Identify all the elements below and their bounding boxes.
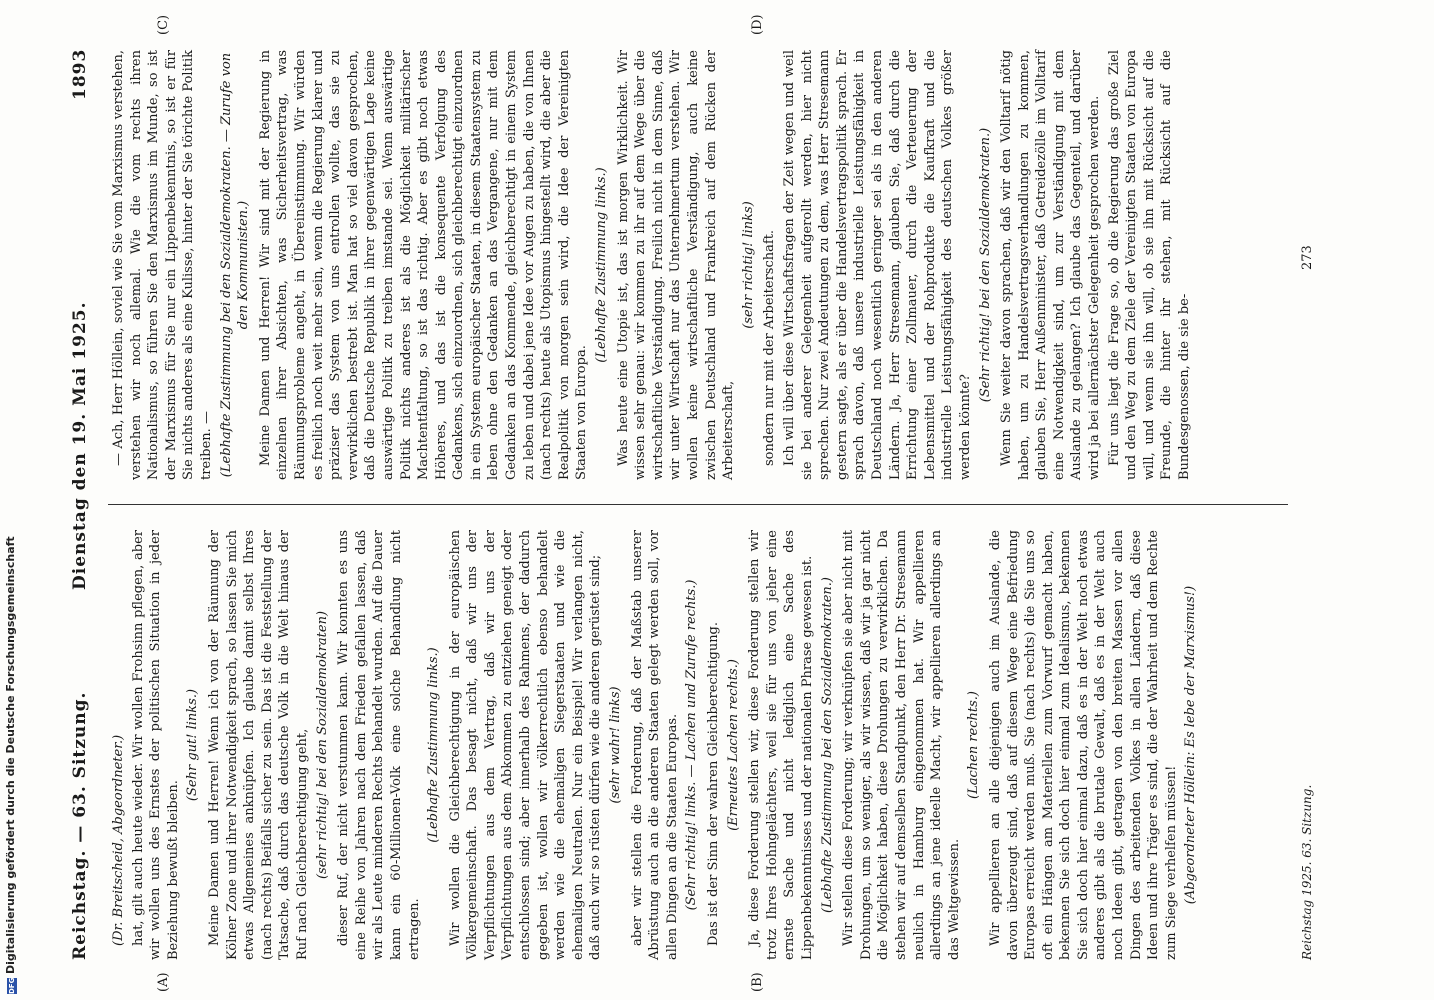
footer-left: Reichstag 1925. 63. Sitzung. xyxy=(1300,784,1314,960)
interjection: (Sehr richtig! bei den Sozialdemokraten.) xyxy=(977,127,993,403)
interjection: (Lachen rechts.) xyxy=(966,691,982,799)
interjection: (Lebhafte Zustimmung links.) xyxy=(426,647,442,843)
speaker-line: (Dr. Breitscheid, Abgeordneter.) xyxy=(111,734,126,946)
interjection: (Abgeordneter Höllein: Es lebe der Marxismus!) xyxy=(1183,585,1199,905)
footer-page-number: 273 xyxy=(1300,245,1315,270)
interjection: (Lebhafte Zustimmung bei den Sozialdemokraten. — Zurufe von den Kommunisten.) xyxy=(218,52,252,478)
paragraph: sondern nur mit der Arbeiterschaft. xyxy=(762,229,778,466)
page-header xyxy=(60,0,100,1000)
paragraph: Für uns liegt die Frage so, ob die Regierung das große Ziel und den Weg zu dem Ziele der Vereinigten Staaten von Europa will, und wenn sie ihn will, ob sie ihn mit Rücksicht auf die Freunde, die hinter ihr stehen, mit Rücksicht auf die Bundesgenossen, die sie be- xyxy=(1106,50,1193,480)
interjection: (sehr richtig! bei den Sozialdemokraten) xyxy=(314,610,330,880)
paragraph: Wenn Sie weiter davon sprachen, daß wir den Volltarif nötig haben, um zu Handelsvertragsverhandlungen zu kommen, glauben Sie, Herr Außenminister, daß Getreidezölle im Volltarif eine Notwendigkeit sind, um zur Verständigung mit dem Auslande zu gelangen? Ich glaube das Gegenteil, und darüber wird ja bei allernächster Gelegenheit gesprochen werden. xyxy=(999,50,1103,480)
digitization-credit-text: Digitalisierung gefördert durch die Deutsche Forschungsgemeinschaft xyxy=(4,536,17,974)
interjection: (sehr richtig! links) xyxy=(740,201,756,329)
paragraph: dieser Ruf, der nicht verstummen kann. Wir konnten es uns eine Reihe von Jahren nach dem Frieden gefallen lassen, daß wir als Leute minderen Rechts behandelt wurden. Auf die Dauer kann ein 60-Millionen-Volk eine solche Behandlung nicht ertragen. xyxy=(336,530,422,960)
paragraph: Wir appellieren an alle diejenigen auch im Auslande, die davon überzeugt sind, daß auf diesem Wege eine Befriedung Europas erreicht werden muß. Sie (nach rechts) die Sie uns so oft ein Hängen am Materiellen zum Vorwurf gemacht haben, bekennen Sie sich doch hier einmal zum Idealismus, bekennen Sie sich doch hier einmal dazu, daß es in der Welt noch etwas anderes gibt als die brutale Gewalt, daß es in der Welt auch noch Ideen gibt, getragen von den breiten Massen vor allen Dingen des arbeitenden Volkes in allen Ländern, daß diese Ideen und ihre Träger es sind, die der Wahrheit und dem Rechte zum Siege verhelfen müssen! xyxy=(987,530,1179,960)
right-column xyxy=(110,50,1196,480)
margin-letter-d: (D) xyxy=(750,14,765,35)
paragraph: — Ach, Herr Höllein, soviel wie Sie vom Marxismus verstehen, verstehen wir noch allemal. Wie die vom rechts ihren Nationalismus, so führen Sie den Marxismus im Munde, so ist der Marxismus für Sie nur ein Lippenbekenntnis, so ist er für Sie nichts anderes als eine Kulisse, hinter der Sie törichte Politik treiben. — xyxy=(111,50,214,480)
paragraph: Ja, diese Forderung stellen wir, diese Forderung stellen wir trotz Ihres Hohngelächters, weil sie für uns von jeher eine ernste Sache und nicht lediglich eine Sache des Lippenbekenntnisses und der nationalen Phrase gewesen ist. xyxy=(747,530,815,960)
digitization-credit xyxy=(4,14,26,994)
interjection: (sehr wahr! links) xyxy=(608,686,624,804)
header-page-number: 1893 xyxy=(70,48,90,100)
paragraph: Ich will über diese Wirtschaftsfragen der Zeit wegen und weil sie bei anderer Gelegenheit aufgerollt werden, hier nicht sprechen. Nur zwei Andeutungen zu dem, was Herr Stresemann gestern sagte, als er über die Handelsvertragspolitik sprach. Er sprach davon, daß unsere industrielle Leistungsfähigkeit in Deutschland noch wesentlich geringer sei als in den anderen Ländern. Ja, Herr Stresemann, glauben Sie, daß durch die Errichtung einer Zollmauer, durch die Verteuerung der Lebensmittel und der Rohprodukte die Kaufkraft und die industrielle Leistungsfähigkeit des deutschen Volkes größer werden könnte? xyxy=(781,50,973,480)
paragraph: Meine Damen und Herren! Wenn ich von der Räumung der Kölner Zone und ihrer Notwendigkeit sprach, so lassen Sie mich etwas Allgemeines anknüpfen. Ich glaube damit selbst Ihres (nach rechts) Beifalls sicher zu sein. Das ist die Feststellung der Tatsache, daß durch das deutsche Volk in die Welt hinaus der Ruf nach Gleichberechtigung geht, xyxy=(206,530,310,960)
paragraph: Wir wollen die Gleichberechtigung in der europäischen Völkergemeinschaft. Das besagt nicht, daß wir uns der Verpflichtungen aus dem Vertrag, daß wir uns der Verpflichtungen aus dem Abkommen zu entziehen geneigt oder entschlossen sind; aber innerhalb des Rahmens, der dadurch gegeben ist, wollen wir völkerrechtlich ebenso behandelt werden wie die ehemaligen Siegerstaaten und wie die ehemaligen Neutralen. Nur ein Beispiel! Wir verlangen nicht, daß auch wir so rüsten dürfen wie die anderen gerüstet sind; xyxy=(447,530,604,960)
paragraph: Wir stellen diese Forderung; wir verknüpfen sie aber nicht mit Drohungen, um so weniger, als wir wissen, daß wir ja gar nicht die Möglichkeit haben, diese Drohungen zu verwirklichen. Da stehen wir auf demselben Standpunkt, den Herr Dr. Stresemann neulich in Hamburg eingenommen hat. Wir appellieren allerdings an jene ideelle Macht, wir appellieren allerdings an das Weltgewissen. xyxy=(841,530,962,960)
paragraph: Meine Damen und Herren! Wir sind mit der Regierung in einzelnen ihrer Absichten, was Sicherheitsvertrag, was Räumungsprobleme angeht, in Übereinstimmung. Wir würden es freilich noch weit mehr sein, wenn die Regierung klarer und präziser das System von uns entrollen wollte, das sie zu verwirklichen bestrebt ist. Man hat so viel davon gesprochen, daß die Deutsche Republik in ihrer gegenwärtigen Lage keine auswärtige Politik zu treiben imstande sei. Wenn auswärtige Politik nichts anderes ist als die Möglichkeit militärischer Machtentfaltung, so ist das richtig. Aber es gibt noch etwas Höheres, und das ist die konsequente Verfolgung des Gedankens, sich einzuordnen, sich gleichberechtigt einzuordnen in ein System europäischer Staaten, in diesem Staatensystem zu leben ohne den Gedanken an das Vergangene, nur mit dem Gedanken an das Kommende, gleichberechtigt in einem System zu leben und dabei jene Idee vor Augen zu haben, die von Ihnen (nach rechts) heute als Utopismus hingestellt wird, die aber die Realpolitik von morgen sein wird, die Idee der Vereinigten Staaten von Europa. xyxy=(257,50,590,480)
column-divider xyxy=(108,504,1288,505)
interjection: (Erneutes Lachen rechts.) xyxy=(725,659,741,831)
paragraph: aber wir stellen die Forderung, daß der Maßstab unserer Abrüstung auch an die anderen Staaten gelegt werden soll, vor allen Dingen an die Staaten Europas. xyxy=(629,530,680,960)
paragraph: Das ist der Sinn der wahren Gleichberechtigung. xyxy=(706,621,721,946)
interjection: (Sehr gut! links.) xyxy=(185,688,201,802)
header-center: Dienstag den 19. Mai 1925. xyxy=(70,301,90,590)
margin-letter-b: (B) xyxy=(750,972,765,992)
interjection: (Lebhafte Zustimmung bei den Sozialdemokraten.) xyxy=(819,577,835,913)
margin-letter-c: (C) xyxy=(156,14,171,35)
margin-letter-a: (A) xyxy=(156,972,171,992)
dfg-logo-icon: DFG xyxy=(8,977,16,994)
interjection: (Lebhafte Zustimmung links.) xyxy=(594,167,610,363)
header-left: Reichstag. — 63. Sitzung. xyxy=(70,691,90,960)
paragraph: Was heute eine Utopie ist, das ist morgen Wirklichkeit. Wir wissen sehr genau: wir kommen zu ihr auf dem Wege über die wirtschaftliche Verständigung. Freilich nicht in dem Sinne, daß wir unter Wirtschaft nur das Unternehmertum verstehen. Wir wollen keine wirtschaftliche Verständigung, auch keine zwischen Deutschland und Frankreich auf dem Rücken der Arbeiterschaft, xyxy=(615,50,737,480)
rotated-page-body xyxy=(60,0,1360,1000)
left-column xyxy=(110,530,1204,960)
paragraph: hat, gilt auch heute wieder. Wir wollen Frohsinn pflegen, aber wir wollen uns des Ernstes der politischen Situation in jeder Beziehung bewußt bleiben. xyxy=(130,530,181,960)
interjection: (Sehr richtig! links. — Lachen und Zurufe rechts.) xyxy=(684,579,700,911)
